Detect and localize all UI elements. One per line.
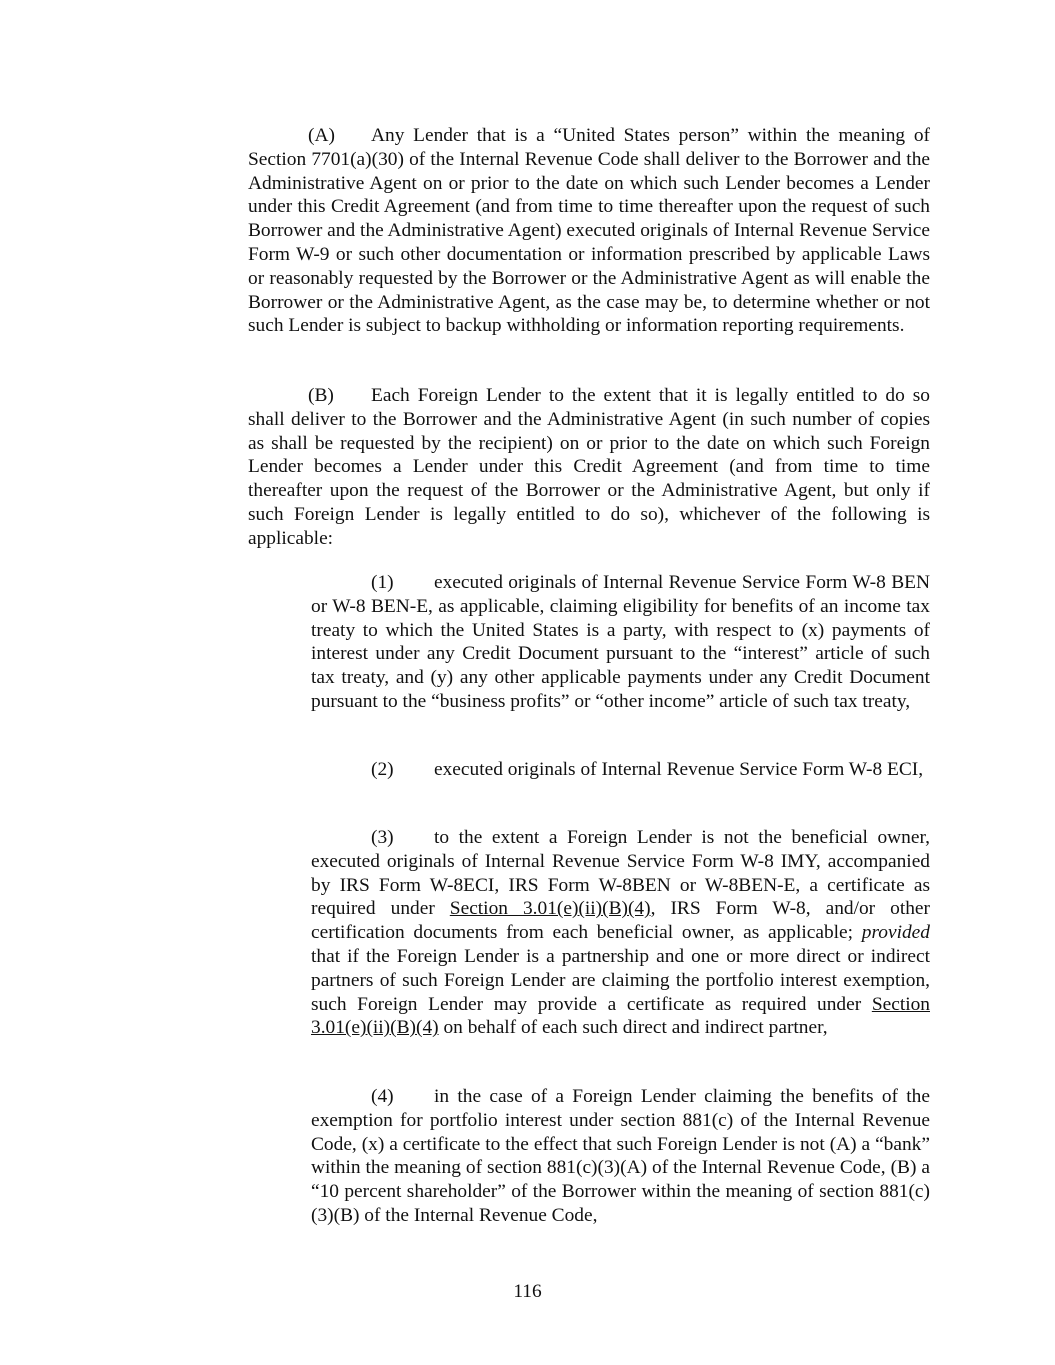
clause-2-text: executed originals of Internal Revenue Service Form W-8 ECI, [434,759,924,780]
clause-4 [311,1085,930,1228]
clause-1-text: executed originals of Internal Revenue Service Form W-8 BEN or W-8 BEN-E, as applicable, claiming eligibility for benefits of an income tax treaty to which the United States is a party, with respect to (x) payments of interest under any Credit Document pursuant to the “interest” article of such tax treaty, and (y) any other applicable payments under any Credit Document pursuant to the “business profits” or “other income” article of such tax treaty, [311,572,930,712]
clause-2 [311,758,930,782]
clause-3-text-part-2: , IRS Form W-8, and/or other certification documents from each beneficial owner, as applicable; [311,898,930,944]
provided-italic: provided [861,922,930,944]
clause-3-number: (3) [371,827,394,848]
section-reference-link: Section 3.01(e)(ii)(B)(4) [449,898,651,920]
page-number: 116 [513,1281,542,1302]
paragraph-a-text: Any Lender that is a “United States person” within the meaning of Section 7701(a)(30) of the Internal Revenue Code shall deliver to the Borrower and the Administrative Agent on or prior to the date on which such Lender becomes a Lender under this Credit Agreement (and from time to time thereafter upon the request of such Borrower and the Administrative Agent) executed originals of Internal Revenue Service Form W-9 or such other documentation or information prescribed by applicable Laws or reasonably requested by the Borrower or the Administrative Agent as will enable the Borrower or the Administrative Agent, as the case may be, to determine whether or not such Lender is subject to backup withholding or information reporting requirements. [248,125,930,337]
clause-4-number: (4) [371,1086,394,1107]
paragraph-b-text: Each Foreign Lender to the extent that it is legally entitled to do so shall deliver to the Borrower and the Administrative Agent (in such number of copies as shall be requested by the recipient) on or prior to the date on which such Foreign Lender becomes a Lender under this Credit Agreement (and from time to time thereafter upon the request of the Borrower or the Administrative Agent, but only if such Foreign Lender is legally entitled to do so), whichever of the following is applicable: [248,385,930,549]
clause-3-text-part-3: that if the Foreign Lender is a partnership and one or more direct or indirect partners of such Foreign Lender are claiming the portfolio interest exemption, such Foreign Lender may provide a certificate as required under [311,945,930,1015]
clause-3-text-part-4: on behalf of each such direct and indirect partner, [438,1017,828,1039]
clause-3 [311,826,930,1040]
clause-1-number: (1) [371,572,394,593]
paragraph-a [248,124,930,338]
clause-2-number: (2) [371,759,394,780]
clause-4-text: in the case of a Foreign Lender claiming the benefits of the exemption for portfolio interest under section 881(c) of the Internal Revenue Code, (x) a certificate to the effect that such Foreign Lender is not (A) a “bank” within the meaning of section 881(c)(3)(A) of the Internal Revenue Code, (B) a “10 percent shareholder” of the Borrower within the meaning of section 881(c)(3)(B) of the Internal Revenue Code, [311,1086,930,1226]
paragraph-b-number: (B) [308,385,334,406]
section-reference-link: Section 3.01(e)(ii)(B)(4) [311,993,930,1039]
clause-3-text-part-1: to the extent a Foreign Lender is not the beneficial owner, executed originals of Internal Revenue Service Form W-8 IMY, accompanied by IRS Form W-8ECI, IRS Form W-8BEN or W-8BEN-E, a certificate as required under [311,827,930,920]
clause-1 [311,571,930,714]
paragraph-b [248,384,930,551]
paragraph-a-number: (A) [308,125,335,146]
